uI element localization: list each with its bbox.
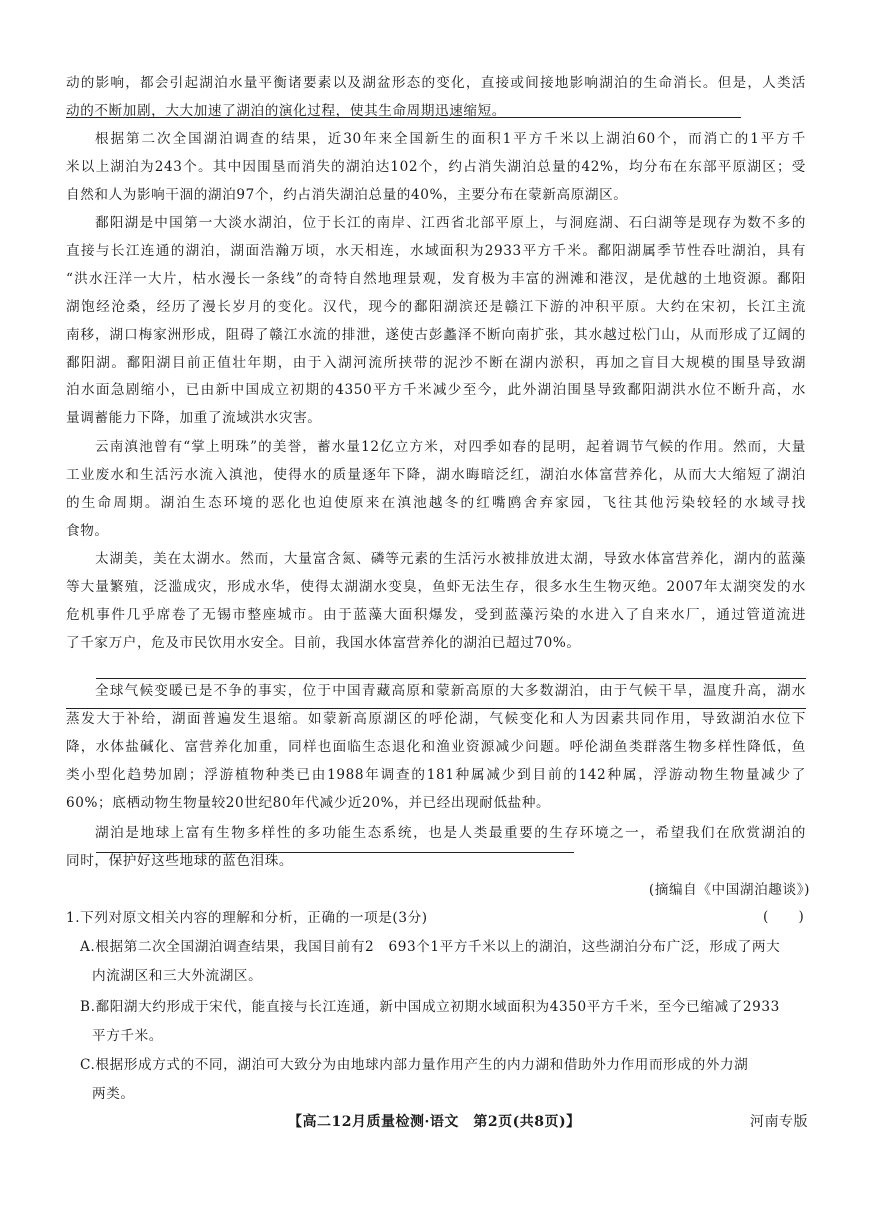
text-line: 湖泊是地球上富有生物多样性的多功能生态系统，也是人类最重要的生存环境之一，希望我们在欣赏湖泊的 xyxy=(95,825,806,841)
text-line: 鄱阳湖是中国第一大淡水湖泊，位于长江的南岸、江西省北部平原上，与洞庭湖、石臼湖等是现存为数不多的 xyxy=(95,215,806,231)
page-footer: 【高二12月质量检测·语文 第2页(共8页)】 xyxy=(288,1114,581,1130)
underline-mark xyxy=(66,117,741,118)
text-line: 太湖美，美在太湖水。然而，大量富含氮、磷等元素的生活污水被排放进太湖，导致水体富营养化，湖内的蓝藻 xyxy=(95,551,806,567)
underline-mark xyxy=(66,708,806,709)
option-c-line: C.根据形成方式的不同，湖泊可大致分为由地球内部力量作用产生的内力湖和借助外力作用而形成的外力湖 xyxy=(80,1057,749,1073)
text-line: 了千家万户，危及市民饮用水安全。目前，我国水体富营养化的湖泊已超过70%。 xyxy=(66,634,581,651)
text-line: “洪水汪洋一大片，枯水漫长一条线”的奇特自然地理景观，发育极为丰富的洲滩和港汊，是优越的土地资源。鄱阳 xyxy=(66,270,806,287)
text-line: 动的不断加剧，大大加速了湖泊的演化过程，使其生命周期迅速缩短。 xyxy=(66,102,507,119)
text-line: 根据第二次全国湖泊调查的结果，近30年来全国新生的面积1平方千米以上湖泊60个，而消亡的1平方千 xyxy=(95,131,806,147)
option-a-line: 内流湖区和三大外流湖区。 xyxy=(92,968,263,984)
text-line: 泊水面急剧缩小，已由新中国成立初期的4350平方千米减少至今，此外湖泊围垦导致鄱阳湖洪水位不断升高，水 xyxy=(66,382,806,399)
passage-paragraph-4 xyxy=(66,546,806,658)
text-line: 直接与长江连通的湖泊，湖面浩瀚万顷，水天相连，水域面积为2933平方千米。鄱阳湖属季节性吞吐湖泊，具有 xyxy=(66,242,806,259)
text-line: 米以上湖泊为243个。其中因围垦而消失的湖泊达102个，约占消失湖泊总量的42%，均分布在东部平原湖区；受 xyxy=(66,158,806,175)
option-a-line: A.根据第二次全国湖泊调查结果，我国目前有2 693个1平方千米以上的湖泊，这些湖泊分布广泛，形成了两大 xyxy=(80,939,781,955)
text-line: 云南滇池曾有“掌上明珠”的美誉，蓄水量12亿立方米，对四季如春的昆明，起着调节气候的作用。然而，大量 xyxy=(95,439,806,455)
text-line: 危机事件几乎席卷了无锡市整座城市。由于蓝藻大面积爆发，受到蓝藻污染的水进入了自来水厂，通过管道流进 xyxy=(66,606,806,623)
text-line: 工业废水和生活污水流入滇池，使得水的质量逐年下降，湖水晦暗泛红，湖泊水体富营养化，从而大大缩短了湖泊 xyxy=(66,466,806,483)
passage-paragraph-1 xyxy=(66,126,806,210)
text-line: 量调蓄能力下降，加重了流域洪水灾害。 xyxy=(66,410,322,427)
question-stem: 1.下列对原文相关内容的理解和分析，正确的一项是(3分) xyxy=(66,910,428,926)
option-c-line: 两类。 xyxy=(92,1086,135,1102)
text-line: 蒸发大于补给，湖面普遍发生退缩。如蒙新高原湖区的呼伦湖，气候变化和人为因素共同作用，导致湖泊水位下 xyxy=(66,710,806,727)
text-line: 等大量繁殖，泛滥成灾，形成水华，使得太湖湖水变臭，鱼虾无法生存，很多水生生物灭绝。2007年太湖突发的水 xyxy=(66,578,806,595)
text-line: 南移，湖口梅家洲形成，阻碍了赣江水流的排泄，遂使古彭蠡泽不断向南扩张，其水越过松门山，从而形成了辽阔的 xyxy=(66,326,806,343)
edition-label: 河南专版 xyxy=(750,1114,808,1130)
passage-paragraph-3 xyxy=(66,434,806,546)
passage-paragraph-5 xyxy=(66,678,806,818)
text-line: 的生命周期。湖泊生态环境的恶化也迫使原来在滇池越冬的红嘴鸥舍弃家园，飞往其他污染较轻的水域寻找 xyxy=(66,494,806,511)
underline-mark xyxy=(96,852,574,853)
text-line: 同时，保护好这些地球的蓝色泪珠。 xyxy=(66,852,294,869)
text-line: 自然和人为影响干涸的湖泊97个，约占消失湖泊总量的40%，主要分布在蒙新高原湖区。 xyxy=(66,186,628,203)
text-line: 湖饱经沧桑，经历了漫长岁月的变化。汉代，现今的鄱阳湖滨还是赣江下游的冲积平原。大约在宋初，长江主流 xyxy=(66,298,806,315)
text-line: 全球气候变暖已是不争的事实，位于中国青藏高原和蒙新高原的大多数湖泊，由于气候干旱，温度升高，湖水 xyxy=(95,683,806,699)
passage-paragraph-6 xyxy=(66,820,806,876)
text-line: 食物。 xyxy=(66,522,109,539)
text-line: 60%；底栖动物生物量较20世纪80年代减少近20%，并已经出现耐低盐种。 xyxy=(66,794,551,811)
source-citation: (摘编自《中国湖泊趣谈》) xyxy=(648,882,810,898)
text-line: 鄱阳湖。鄱阳湖目前正值壮年期，由于入湖河流所挟带的泥沙不断在湖内淤积，再加之盲目大规模的围垦导致湖 xyxy=(66,354,806,371)
option-b-line: 平方千米。 xyxy=(92,1028,163,1044)
answer-blank: ( ) xyxy=(763,909,805,925)
option-b-line: B.鄱阳湖大约形成于宋代，能直接与长江连通，新中国成立初期水域面积为4350平方千米，至今已缩减了2933 xyxy=(80,999,780,1015)
text-line: 类小型化趋势加剧；浮游植物种类已由1988年调查的181种属减少到目前的142种属，浮游动物生物量减少了 xyxy=(66,766,806,783)
text-line: 降，水体盐碱化、富营养化加重，同样也面临生态退化和渔业资源减少问题。呼伦湖鱼类群落生物多样性降低，鱼 xyxy=(66,738,806,755)
passage-paragraph-2 xyxy=(66,210,806,433)
text-line: 动的影响，都会引起湖泊水量平衡诸要素以及湖盆形态的变化，直接或间接地影响湖泊的生命消长。但是，人类活 xyxy=(66,75,806,91)
